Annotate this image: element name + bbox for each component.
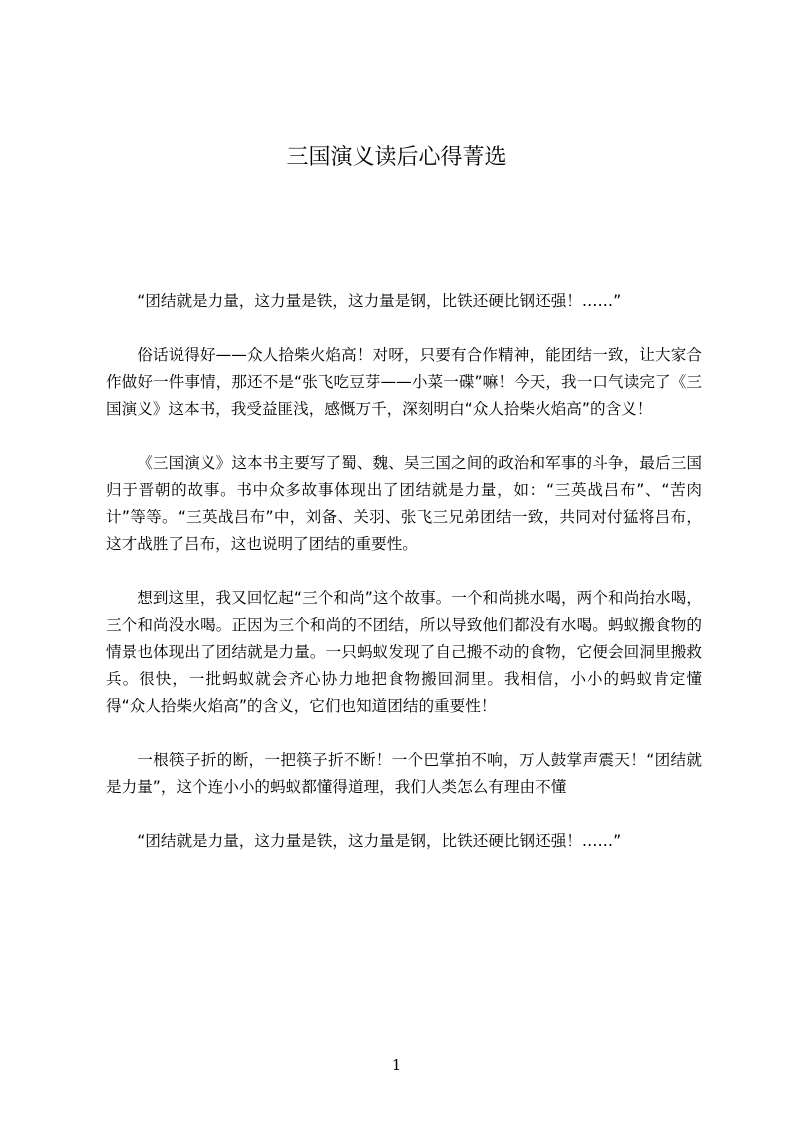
document-body [106,288,702,882]
paragraph-monks-and-ants: 想到这里，我又回忆起“三个和尚”这个故事。一个和尚挑水喝，两个和尚抬水喝，三个和尚没水喝。正因为三个和尚的不团结，所以导致他们都没有水喝。蚂蚁搬食物的情景也体现出了团结就是力量。一只蚂蚁发现了自己搬不动的食物，它便会回洞里搬救兵。很快，一批蚂蚁就会齐心协力地把食物搬回洞里。我相信，小小的蚂蚁肯定懂得“众人拾柴火焰高”的含义，它们也知道团结的重要性！ [106,589,702,715]
document-title: 三国演义读后心得菁选 [286,145,507,170]
page-number: 1 [391,1056,402,1074]
paragraph-book-summary: 《三国演义》这本书主要写了蜀、魏、吴三国之间的政治和军事的斗争，最后三国归于晋朝的故事。书中众多故事体现出了团结就是力量，如：“三英战吕布”、“苦肉计”等等。“三英战吕布”中，刘备、关羽、张飞三兄弟团结一致，共同对付猛将吕布，这才战胜了吕布，这也说明了团结的重要性。 [106,454,702,553]
paragraph-opening-quote: “团结就是力量，这力量是铁，这力量是钢，比铁还硬比钢还强！……” [137,292,622,310]
paragraph-chopsticks: 一根筷子折的断，一把筷子折不断！一个巴掌拍不响，万人鼓掌声震天！“团结就是力量”，这个连小小的蚂蚁都懂得道理，我们人类怎么有理由不懂 [106,751,702,796]
paragraph-teamwork-proverb: 俗话说得好——众人拾柴火焰高！对呀，只要有合作精神，能团结一致，让大家合作做好一件事情，那还不是“张飞吃豆芽——小菜一碟”嘛！今天，我一口气读完了《三国演义》这本书，我受益匪浅，感慨万千，深刻明白“众人拾柴火焰高”的含义！ [106,346,702,418]
paragraph-closing-quote: “团结就是力量，这力量是铁，这力量是钢，比铁还硬比钢还强！……” [137,832,622,850]
